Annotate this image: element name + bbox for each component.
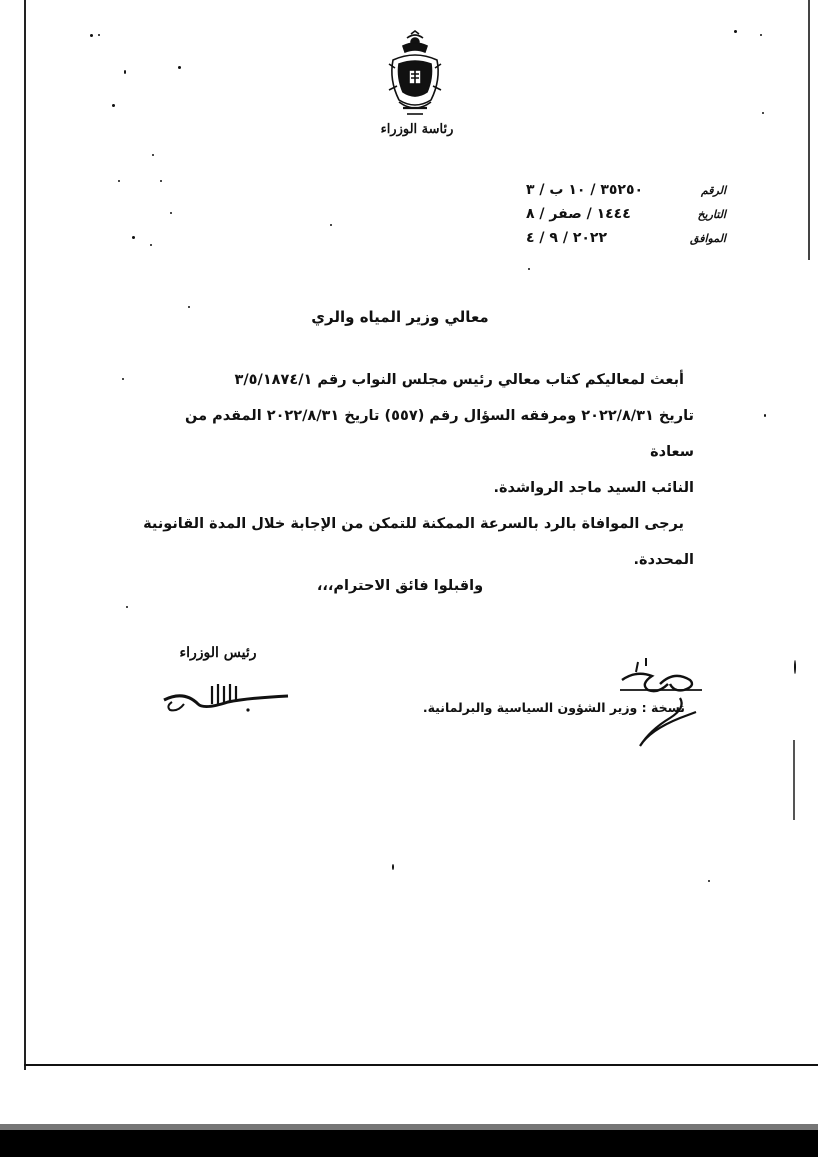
scan-border-right xyxy=(808,0,810,260)
scan-speck xyxy=(150,244,152,246)
scan-border-right-lower xyxy=(793,740,795,820)
scan-border-bottom-line xyxy=(24,1064,818,1066)
body-line: أبعث لمعاليكم كتاب معالي رئيس مجلس النواب رقم ٣/٥/١٨٧٤/١ xyxy=(234,372,684,388)
addressee: معالي وزير المياه والري xyxy=(311,308,489,326)
scan-speck xyxy=(132,236,135,239)
scan-speck xyxy=(762,112,764,114)
scan-border-bottom-bar xyxy=(0,1130,818,1157)
scan-speck xyxy=(760,34,762,36)
prime-minister-signature xyxy=(152,672,297,722)
government-name: رئاسة الوزراء xyxy=(380,122,454,137)
scan-speck xyxy=(708,880,710,882)
reference-number-value: ٣٥٢٥٠ / ١٠ ب / ٣ xyxy=(526,182,644,198)
reference-number-row xyxy=(526,178,726,202)
scan-speck xyxy=(126,606,128,608)
reference-gregorian-value: ٢٠٢٢ / ٩ / ٤ xyxy=(526,230,608,246)
body-line: يرجى الموافاة بالرد بالسرعة الممكنة للتمكن من الإجابة خلال المدة القانونية xyxy=(143,516,684,532)
letter-body xyxy=(138,362,694,578)
scan-speck xyxy=(734,30,737,33)
scan-speck xyxy=(152,154,154,156)
scan-speck xyxy=(188,306,190,308)
scan-speck xyxy=(160,180,162,182)
scan-speck xyxy=(170,212,172,214)
closing-phrase: واقبلوا فائق الاحترام،،، xyxy=(316,578,484,594)
scan-border-left xyxy=(24,0,26,1070)
scan-speck xyxy=(764,414,766,417)
reference-hijri-value: ١٤٤٤ / صفر / ٨ xyxy=(526,206,631,222)
reference-number-label: الرقم xyxy=(700,183,726,197)
reference-gregorian-row xyxy=(526,226,726,250)
scan-speck xyxy=(112,104,115,107)
scan-speck xyxy=(392,864,394,870)
scan-speck xyxy=(178,66,181,69)
scan-speck xyxy=(794,660,796,674)
scan-speck xyxy=(90,34,93,37)
scan-speck xyxy=(98,34,100,36)
coat-of-arms-icon xyxy=(385,30,445,120)
reference-block xyxy=(526,178,726,250)
scan-speck xyxy=(124,70,126,74)
scan-speck xyxy=(122,378,124,380)
reference-gregorian-label: الموافق xyxy=(690,231,726,245)
scan-speck xyxy=(118,180,120,182)
body-line: المحددة. xyxy=(633,552,694,568)
reference-hijri-row xyxy=(526,202,726,226)
reference-hijri-label: التاريخ xyxy=(697,207,726,221)
scan-speck xyxy=(528,268,530,270)
copy-to-line: نسخة : وزير الشؤون السياسية والبرلمانية. xyxy=(422,700,685,715)
signatory-title: رئيس الوزراء xyxy=(179,645,257,661)
scan-speck xyxy=(330,224,332,226)
body-line: النائب السيد ماجد الرواشدة. xyxy=(493,480,694,496)
body-line: تاريخ ٢٠٢٢/٨/٣١ ومرفقه السؤال رقم (٥٥٧) تاريخ ٢٠٢٢/٨/٣١ المقدم من سعادة xyxy=(185,408,694,460)
